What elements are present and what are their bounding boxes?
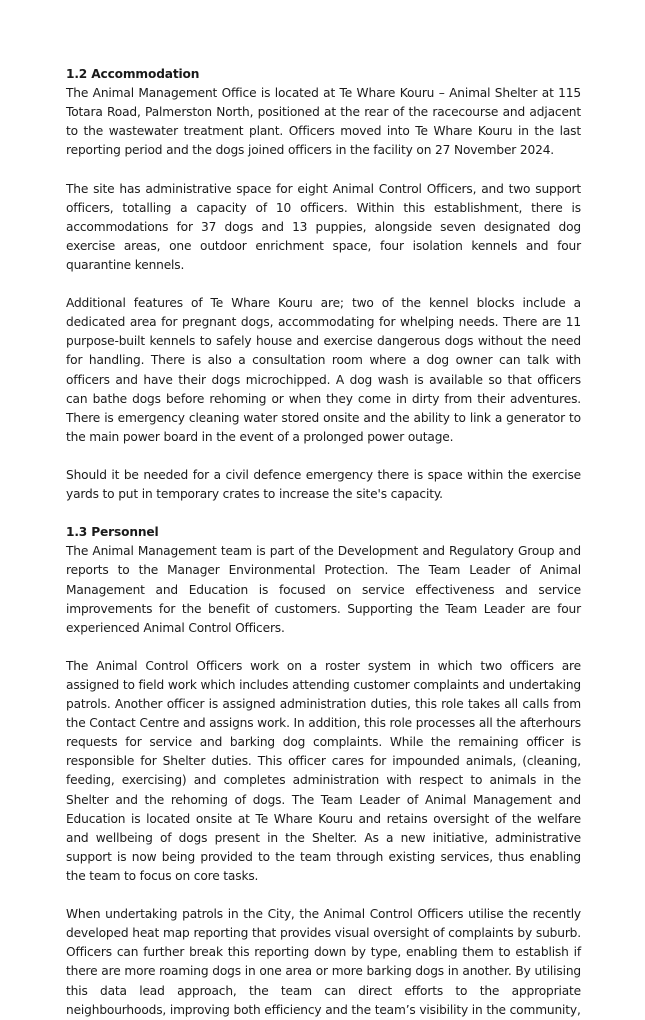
document-page xyxy=(66,65,581,1020)
paragraph: Additional features of Te Whare Kouru are; two of the kennel blocks include a dedicated area for pregnant dogs, accommodating for whelping needs. There are 11 purpose-built kennels to safely house and exercise dangerous dogs without the need for handling. There is also a consultation room where a dog owner can talk with officers and have their dogs microchipped. A dog wash is available so that officers can bathe dogs before rehoming or when they come in dirty from their adventures. There is emergency cleaning water stored onsite and the ability to link a generator to the main power board in the event of a prolonged power outage. xyxy=(66,296,581,444)
paragraph: The Animal Control Officers work on a roster system in which two officers are assigned to field work which includes attending customer complaints and undertaking patrols. Another officer is assigned administration duties, this role takes all calls from the Contact Centre and assigns work. In addition, this role processes all the afterhours requests for service and barking dog complaints. While the remaining officer is responsible for Shelter duties. This officer cares for impounded animals, (cleaning, feeding, exercising) and completes administration with respect to animals in the Shelter and the rehoming of dogs. The Team Leader of Animal Management and Education is located onsite at Te Whare Kouru and retains oversight of the welfare and wellbeing of dogs present in the Shelter. As a new initiative, administrative support is now being provided to the team through existing services, thus enabling the team to focus on core tasks. xyxy=(66,658,581,883)
paragraph: The Animal Management team is part of the Development and Regulatory Group and reports to the Manager Environmental Protection. The Team Leader of Animal Management and Education is focused on service effectiveness and service improvements for the benefit of customers. Supporting the Team Leader are four experienced Animal Control Officers. xyxy=(66,544,581,635)
paragraph: Should it be needed for a civil defence emergency there is space within the exercise yards to put in temporary crates to increase the site's capacity. xyxy=(66,467,581,502)
paragraph: The site has administrative space for eight Animal Control Officers, and two support officers, totalling a capacity of 10 officers. Within this establishment, there is accommodations for 37 dogs and 13 puppies, alongside seven designated dog exercise areas, one outdoor enrichment space, four isolation kennels and four quarantine kennels. xyxy=(66,181,581,272)
section-personnel xyxy=(66,523,581,1019)
section-heading: 1.2 Accommodation xyxy=(66,67,200,81)
section-heading: 1.3 Personnel xyxy=(66,525,159,540)
paragraph: The Animal Management Office is located at Te Whare Kouru – Animal Shelter at 115 Totara Road, Palmerston North, positioned at the rear of the racecourse and adjacent to the wastewater treatment plant. Officers moved into Te Whare Kouru in the last reporting period and the dogs joined officers in the facility on 27 November 2024. xyxy=(66,86,581,158)
paragraph: When undertaking patrols in the City, the Animal Control Officers utilise the recently developed heat map reporting that provides visual oversight of complaints by suburb. Officers can further break this reporting down by type, enabling them to establish if there are more roaming dogs in one area or more barking dogs in another. By utilising this data lead approach, the team can direct efforts to the appropriate neighbourhoods, improving both efficiency and the team’s visibility in the community, xyxy=(66,907,581,1017)
section-accommodation xyxy=(66,65,581,504)
